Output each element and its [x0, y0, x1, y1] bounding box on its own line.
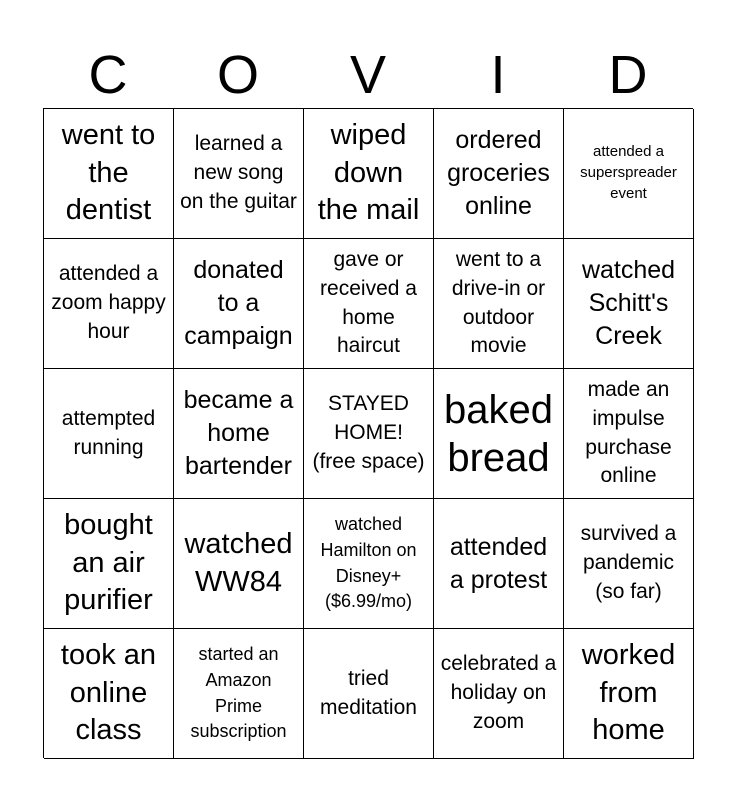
- cell-label: started an Amazon Prime subscription: [190, 644, 287, 742]
- bingo-cell[interactable]: [44, 499, 174, 629]
- bingo-header: [43, 40, 693, 108]
- bingo-cell[interactable]: [434, 239, 564, 369]
- cell-label: watched WW84: [184, 527, 293, 598]
- cell-label: attended a protest: [449, 532, 548, 594]
- bingo-cell[interactable]: [564, 629, 694, 759]
- cell-label: celebrated a holiday on zoom: [440, 652, 557, 733]
- bingo-cell[interactable]: [304, 629, 434, 759]
- cell-label: went to a drive-in or outdoor movie: [451, 247, 546, 358]
- cell-label: attended a zoom happy hour: [51, 262, 166, 343]
- cell-label: bought an air purifier: [64, 508, 153, 617]
- cell-label: worked from home: [581, 638, 676, 747]
- cell-label: STAYED HOME! (free space): [312, 392, 425, 473]
- bingo-cell[interactable]: [564, 369, 694, 499]
- bingo-cell[interactable]: [174, 629, 304, 759]
- bingo-cell[interactable]: [434, 369, 564, 499]
- cell-label: attempted running: [61, 406, 156, 459]
- cell-label: attended a superspreader event: [580, 143, 677, 202]
- header-letter-c: C: [88, 45, 128, 105]
- cell-label: gave or received a home haircut: [320, 247, 417, 358]
- cell-label: went to the dentist: [61, 118, 156, 227]
- bingo-cell[interactable]: [304, 109, 434, 239]
- bingo-cell[interactable]: [304, 499, 434, 629]
- bingo-cell[interactable]: [564, 499, 694, 629]
- bingo-free-space[interactable]: [304, 369, 434, 499]
- header-letter-o: O: [216, 45, 259, 105]
- cell-label: ordered groceries online: [447, 126, 550, 220]
- cell-label: took an online class: [60, 638, 157, 747]
- cell-label: learned a new song on the guitar: [180, 132, 297, 213]
- bingo-cell[interactable]: [434, 629, 564, 759]
- cell-label: watched Schitt's Creek: [581, 256, 676, 350]
- bingo-cell[interactable]: [44, 239, 174, 369]
- cell-label: tried meditation: [320, 666, 417, 719]
- bingo-cell[interactable]: [44, 629, 174, 759]
- cell-label: donated to a campaign: [184, 256, 293, 350]
- bingo-cell[interactable]: [434, 109, 564, 239]
- bingo-cell[interactable]: [174, 369, 304, 499]
- header-letter-d: D: [608, 45, 648, 105]
- bingo-cell[interactable]: [174, 109, 304, 239]
- cell-label: watched Hamilton on Disney+ ($6.99/mo): [320, 514, 417, 612]
- cell-label: baked bread: [444, 387, 553, 480]
- header-letter-v: V: [349, 45, 387, 105]
- bingo-cell[interactable]: [434, 499, 564, 629]
- bingo-cell[interactable]: [564, 109, 694, 239]
- cell-label: wiped down the mail: [317, 118, 420, 227]
- header-letter-i: I: [490, 45, 506, 105]
- bingo-cell[interactable]: [174, 499, 304, 629]
- bingo-cell[interactable]: [44, 369, 174, 499]
- bingo-cell[interactable]: [44, 109, 174, 239]
- cell-label: survived a pandemic (so far): [580, 522, 677, 603]
- bingo-cell[interactable]: [304, 239, 434, 369]
- bingo-cell[interactable]: [564, 239, 694, 369]
- cell-label: made an impulse purchase online: [585, 377, 672, 488]
- cell-label: became a home bartender: [183, 386, 294, 480]
- bingo-board: [43, 108, 693, 758]
- bingo-cell[interactable]: [174, 239, 304, 369]
